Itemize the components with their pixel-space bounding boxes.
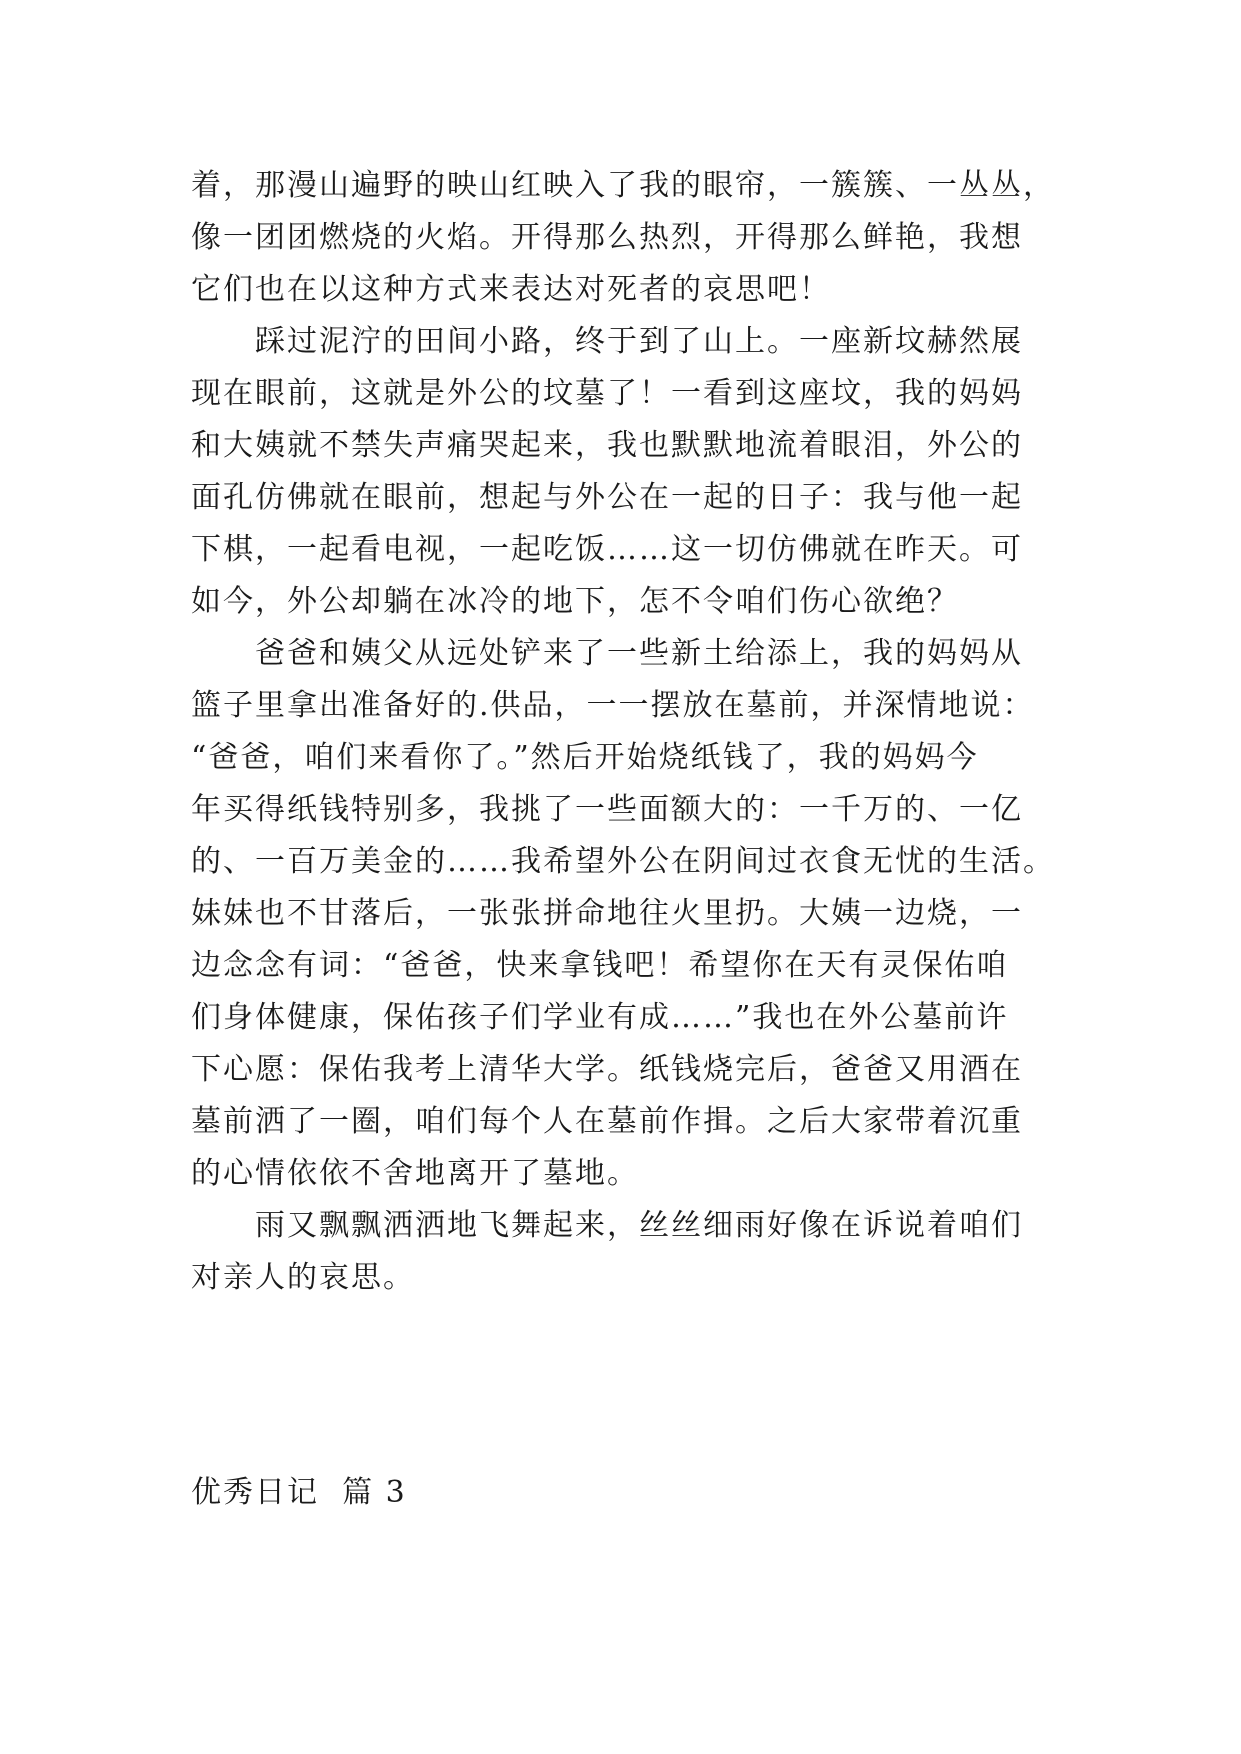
paragraph-4: 雨又飘飘洒洒地飞舞起来，丝丝细雨好像在诉说着咱们 对亲人的哀思。 [191, 1208, 1023, 1295]
paragraph-3: 爸爸和姨父从远处铲来了一些新土给添上，我的妈妈从 篮子里拿出准备好的.供品，一一摆放在墓前，并深情地说： “爸爸，咱们来看你了。”然后开始烧纸钱了，我的妈妈今 年买得纸钱特别多，我挑了一些面额大的：一千万的、一亿 的、一百万美金的……我希望外公在阴间过衣食无忧的生活。 妹妹也不甘落后，一张张拼命地往火里扔。大姨一边烧，一 边念念有词：“爸爸，快来拿钱吧！希望你在天有灵保佑咱 们身体健康，保佑孩子们学业有成……”我也在外公墓前许 下心愿：保佑我考上清华大学。纸钱烧完后，爸爸又用酒在 墓前洒了一圈，咱们每个人在墓前作揖。之后大家带着沉重 的心情依依不舍地离开了墓地。 [191, 636, 1055, 1191]
body-text [191, 160, 1071, 1304]
paragraph-2: 踩过泥泞的田间小路，终于到了山上。一座新坟赫然展 现在眼前，这就是外公的坟墓了！一看到这座坟，我的妈妈 和大姨就不禁失声痛哭起来，我也默默地流着眼泪，外公的 面孔仿佛就在眼前，想起与外公在一起的日子：我与他一起 下棋，一起看电视，一起吃饭……这一切仿佛就在昨天。可 如今，外公却躺在冰冷的地下，怎不令咱们伤心欲绝？ [191, 324, 1023, 619]
section-heading: 优秀日记 篇 3 [191, 1475, 407, 1510]
paragraph-1: 着，那漫山遍野的映山红映入了我的眼帘，一簇簇、一丛丛， 像一团团燃烧的火焰。开得那么热烈，开得那么鲜艳，我想 它们也在以这种方式来表达对死者的哀思吧！ [191, 168, 1055, 307]
